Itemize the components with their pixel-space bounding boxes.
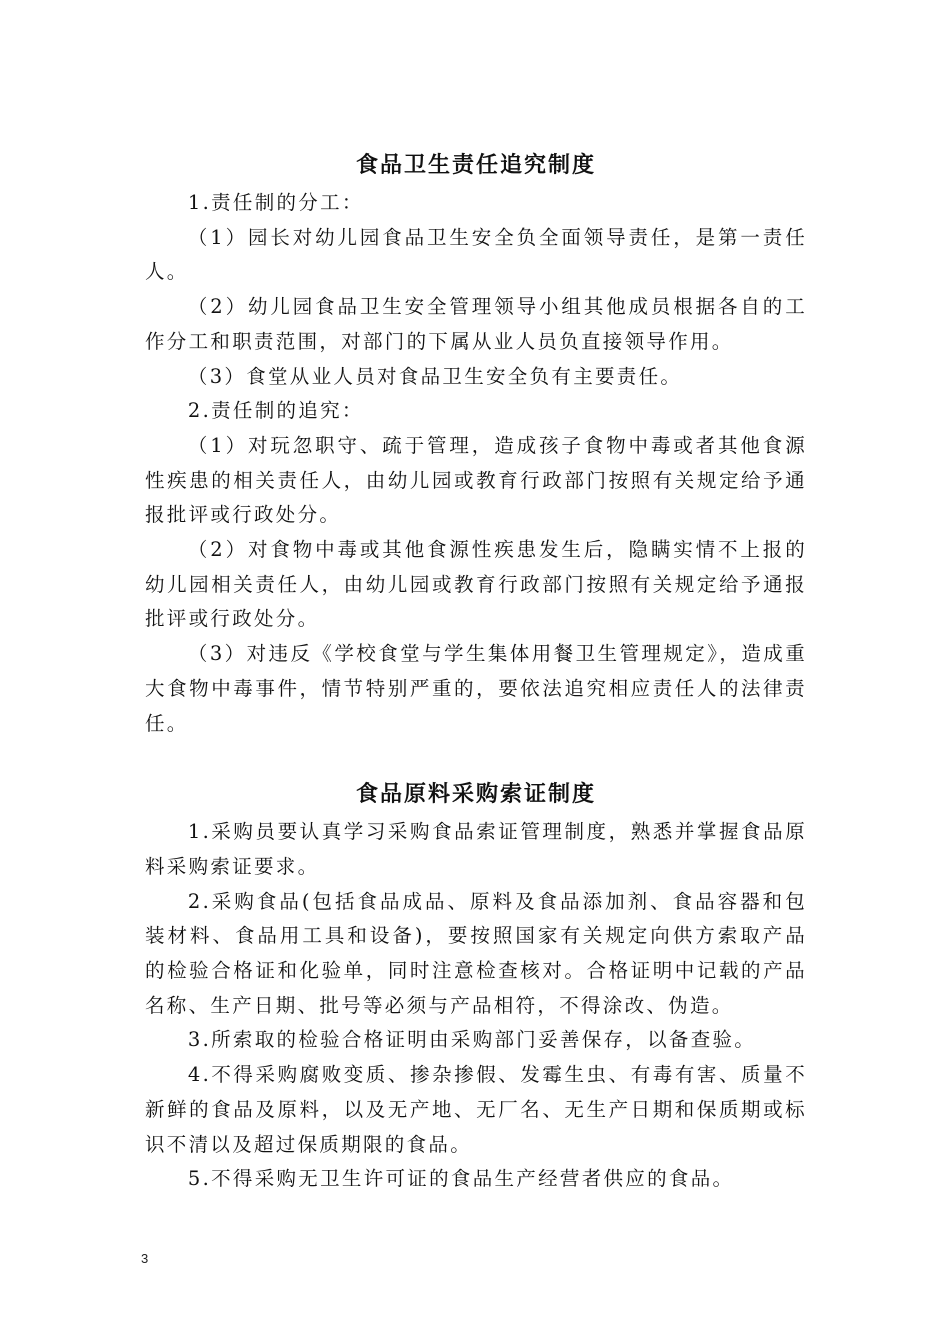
paragraph: 2.责任制的追究： xyxy=(187,399,364,423)
paragraph: （3）食堂从业人员对食品卫生安全负有主要责任。 xyxy=(187,364,683,388)
paragraph: （2）幼儿园食品卫生安全管理领导小组其他成员根据各自的工作分工和职责范围，对部门的下属从业人员负直接领导作用。 xyxy=(145,295,807,353)
page-number: 3 xyxy=(141,1251,149,1266)
paragraph: 1.采购员要认真学习采购食品索证管理制度，熟悉并掌握食品原料采购索证要求。 xyxy=(145,820,807,878)
document-page xyxy=(145,146,807,1197)
section-title-liability: 食品卫生责任追究制度 xyxy=(355,153,596,178)
paragraph: 3.所索取的检验合格证明由采购部门妥善保存，以备查验。 xyxy=(187,1028,757,1052)
section-title-procurement: 食品原料采购索证制度 xyxy=(355,782,596,808)
paragraph: 1.责任制的分工： xyxy=(187,191,364,214)
paragraph: （1）对玩忽职守、疏于管理，造成孩子食物中毒或者其他食源性疾患的相关责任人，由幼儿园或教育行政部门按照有关规定给予通报批评或行政处分。 xyxy=(145,433,807,527)
paragraph: （1）园长对幼儿园食品卫生安全负全面领导责任，是第一责任人。 xyxy=(145,225,807,284)
paragraph: 4.不得采购腐败变质、掺杂掺假、发霉生虫、有毒有害、质量不新鲜的食品及原料，以及无产地、无厂名、无生产日期和保质期或标识不清以及超过保质期限的食品。 xyxy=(145,1063,807,1156)
paragraph: （2）对食物中毒或其他食源性疾患发生后，隐瞒实情不上报的幼儿园相关责任人，由幼儿园或教育行政部门按照有关规定给予通报批评或行政处分。 xyxy=(145,538,807,631)
paragraph: 2.采购食品(包括食品成品、原料及食品添加剂、食品容器和包装材料、食品用工具和设备)，要按照国家有关规定向供方索取产品的检验合格证和化验单，同时注意检查核对。合格证明中记载的产品名称、生产日期、批号等必须与产品相符，不得涂改、伪造。 xyxy=(145,889,807,1017)
paragraph: （3）对违反《学校食堂与学生集体用餐卫生管理规定》，造成重大食物中毒事件，情节特别严重的，要依法追究相应责任人的法律责任。 xyxy=(145,642,807,735)
paragraph: 5.不得采购无卫生许可证的食品生产经营者供应的食品。 xyxy=(187,1167,735,1191)
